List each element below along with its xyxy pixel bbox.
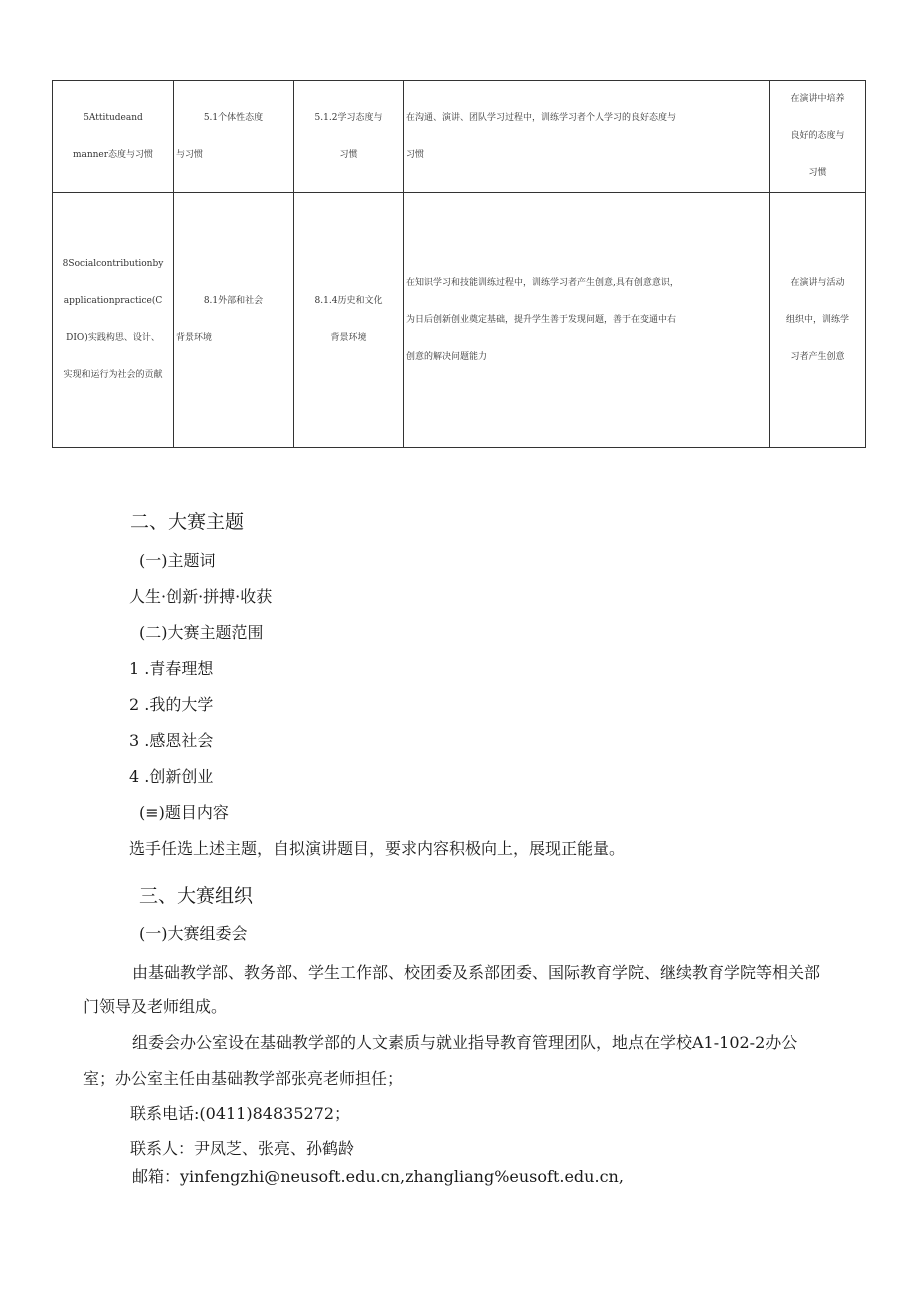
topic-item: 3 .感恩社会 [129,731,214,750]
contact-email: 邮箱：yinfengzhi@neusoft.edu.cn,zhangliang%eusoft.edu.cn, [132,1167,624,1186]
table-row [53,193,866,448]
contact-phone: 联系电话:(0411)84835272； [130,1104,351,1123]
table-cell-category: 5.1个体性态度 与习惯 [174,81,294,193]
table-row [53,81,866,193]
table-cell-method: 在演讲中培养 良好的态度与 习惯 [770,81,866,193]
content-subheading: (≡)题目内容 [139,803,229,822]
table-cell-social: 8Socialcontributionby applicationpractice(C DIO)实践构思、设计、 实现和运行为社会的贡献 [53,193,174,448]
committee-subheading: (一)大赛组委会 [139,924,248,943]
committee-paragraph-line: 由基础教学部、教务部、学生工作部、校团委及系部团委、国际教育学院、继续教育学院等相关部 [132,963,821,982]
committee-paragraph-line: 门领导及老师组成。 [83,997,228,1016]
table-cell-method: 在演讲与活动 组织中，训练学 习者产生创意 [770,193,866,448]
topic-item: 1 .青春理想 [129,659,214,678]
topic-item: 2 .我的大学 [129,695,214,714]
table-cell-subcategory: 8.1.4历史和文化 背景环境 [294,193,404,448]
section2-heading: 二、大赛主题 [130,511,245,533]
office-paragraph-line: 组委会办公室设在基础教学部的人文素质与就业指导教育管理团队，地点在学校A1-102-2办公 [132,1033,798,1052]
table-cell-description: 在沟通、演讲、团队学习过程中，训练学习者个人学习的良好态度与 习惯 [404,81,770,193]
contact-people: 联系人：尹凤芝、张亮、孙鹤龄 [130,1139,355,1158]
theme-words: 人生·创新·拼搏·收获 [129,587,273,606]
topic-item: 4 .创新创业 [129,767,214,786]
cdio-table [52,80,866,448]
table-cell-subcategory: 5.1.2学习态度与 习惯 [294,81,404,193]
office-paragraph-line: 室；办公室主任由基础教学部张亮老师担任； [83,1069,404,1088]
table-cell-attitude: 5Attitudeand manner态度与习惯 [53,81,174,193]
table-cell-description: 在知识学习和技能训练过程中，训练学习者产生创意,具有创意意识， 为日后创新创业奠定基础，提升学生善于发现问题，善于在变通中右 创意的解决问题能力 [404,193,770,448]
table-cell-category: 8.1外部和社会 背景环境 [174,193,294,448]
theme-words-subheading: (一)主题词 [139,551,216,570]
theme-scope-subheading: (二)大赛主题范围 [139,623,264,642]
content-paragraph: 选手任选上述主题，自拟演讲题目，要求内容积极向上，展现正能量。 [129,839,626,858]
section3-heading: 三、大赛组织 [139,885,254,907]
